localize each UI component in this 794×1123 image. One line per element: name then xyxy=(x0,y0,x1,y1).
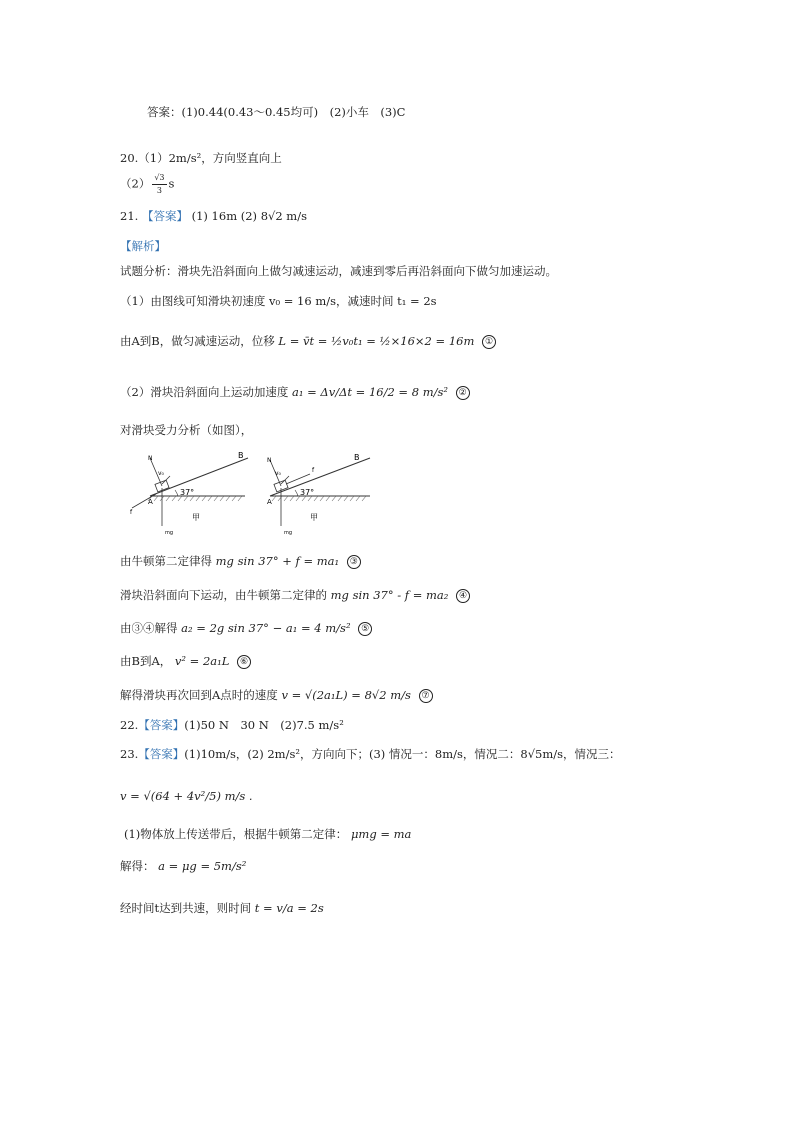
label-v0: v₀ xyxy=(275,470,281,477)
q21-step-1: （1）由图线可知滑块初速度 v₀ = 16 m/s，减速时间 t₁ = 2s xyxy=(120,294,437,308)
equation: t = v/a = 2s xyxy=(254,901,324,915)
fraction: $\frac{√3}{3}$ xyxy=(154,173,165,195)
force-diagram xyxy=(120,448,420,538)
equation: a₂ = 2g sin 37° − a₁ = 4 m/s² xyxy=(181,621,351,635)
label-angle: 37° xyxy=(300,488,315,497)
q21-step-3: （2）滑块沿斜面向上运动加速度 a₁ = Δv/Δt = 16/2 = 8 m/s² ② xyxy=(120,384,470,400)
label-jia-left: 甲 xyxy=(192,513,200,522)
answer-tag: 【答案】 xyxy=(141,209,188,223)
circled-number: ② xyxy=(456,386,470,400)
q21-step-7: 由③④解得 a₂ = 2g sin 37° − a₁ = 4 m/s² ⑤ xyxy=(120,620,372,636)
q21-analysis: 试题分析：滑块先沿斜面向上做匀减速运动，减速到零后再沿斜面向下做匀加速运动。 xyxy=(120,264,557,278)
diagram-left xyxy=(130,451,248,536)
equation: L = v̄t = ½v₀t₁ = ½×16×2 = 16m xyxy=(278,334,475,348)
label-b: B xyxy=(238,451,244,460)
label-a: A xyxy=(267,498,272,506)
label-v0: v₀ xyxy=(158,470,164,477)
equation: v² = 2a₁L xyxy=(174,654,230,668)
label-n: N xyxy=(148,455,153,462)
equation: mg sin 37° + f = ma₁ xyxy=(215,554,340,568)
q23-answer-cont xyxy=(120,788,253,804)
q23-step-2: 解得： a = μg = 5m/s² xyxy=(120,859,247,873)
q21-step-5: 由牛顿第二定律得 mg sin 37° + f = ma₁ ③ xyxy=(120,553,361,569)
q22-answer: 22.【答案】(1)50 N 30 N (2)7.5 m/s² xyxy=(120,718,344,732)
equation: v = √(2a₁L) = 8√2 m/s xyxy=(281,688,411,702)
equation: a₁ = Δv/Δt = 16/2 = 8 m/s² xyxy=(291,385,448,399)
circled-number: ③ xyxy=(347,555,361,569)
label-angle: 37° xyxy=(180,488,195,497)
equation: a = μg = 5m/s² xyxy=(158,859,247,873)
label-f: f xyxy=(130,509,133,516)
q20-answer-2: （2） $\frac{√3}{3}$ s xyxy=(120,173,175,195)
label-a: A xyxy=(148,498,153,506)
q23-answer: 23.【答案】(1)10m/s，(2) 2m/s²，方向向下；(3) 情况一：8m/s，情况二：8√5m/s，情况三： xyxy=(120,747,621,761)
equation: v = √(64 + 4v²/5) m/s . xyxy=(120,789,253,803)
q21-step-9: 解得滑块再次回到A点时的速度 v = √(2a₁L) = 8√2 m/s ⑦ xyxy=(120,687,433,703)
label-n: N xyxy=(267,457,272,464)
analysis-tag: 【解析】 xyxy=(120,239,166,253)
equation: mg sin 37° - f = ma₂ xyxy=(330,588,449,602)
q23-step-1: (1)物体放上传送带后，根据牛顿第二定律： μmg = ma xyxy=(124,827,412,841)
q21-step-2: 由A到B，做匀减速运动，位移 L = v̄t = ½v₀t₁ = ½×16×2 = 16m ① xyxy=(120,333,496,349)
q21-answer: 21. 【答案】 (1) 16m (2) 8√2 m/s xyxy=(120,209,307,223)
label-f: f xyxy=(312,467,315,474)
circled-number: ⑦ xyxy=(419,689,433,703)
circled-number: ① xyxy=(482,335,496,349)
label-mg: mg xyxy=(284,530,293,536)
q21-step-4: 对滑块受力分析（如图）， xyxy=(120,423,253,437)
answer-line-19: 答案：(1)0.44(0.43～0.45均可) (2)小车 (3)C xyxy=(147,105,406,119)
label-b: B xyxy=(354,453,360,462)
circled-number: ⑤ xyxy=(358,622,372,636)
q21-step-6: 滑块沿斜面向下运动，由牛顿第二定律的 mg sin 37° - f = ma₂ ④ xyxy=(120,587,470,603)
circled-number: ⑥ xyxy=(237,655,251,669)
answer-tag: 【答案】 xyxy=(138,747,185,761)
q20-answer-1: 20.（1）2m/s²，方向竖直向上 xyxy=(120,151,282,165)
label-mg: mg xyxy=(165,530,174,536)
label-jia-right: 甲 xyxy=(310,513,318,522)
circled-number: ④ xyxy=(456,589,470,603)
equation: μmg = ma xyxy=(350,827,412,841)
q23-step-3: 经时间t达到共速，则时间 t = v/a = 2s xyxy=(120,901,324,915)
q21-step-8: 由B到A， v² = 2a₁L ⑥ xyxy=(120,653,251,669)
answer-tag: 【答案】 xyxy=(138,718,185,732)
diagram-right xyxy=(267,453,370,536)
